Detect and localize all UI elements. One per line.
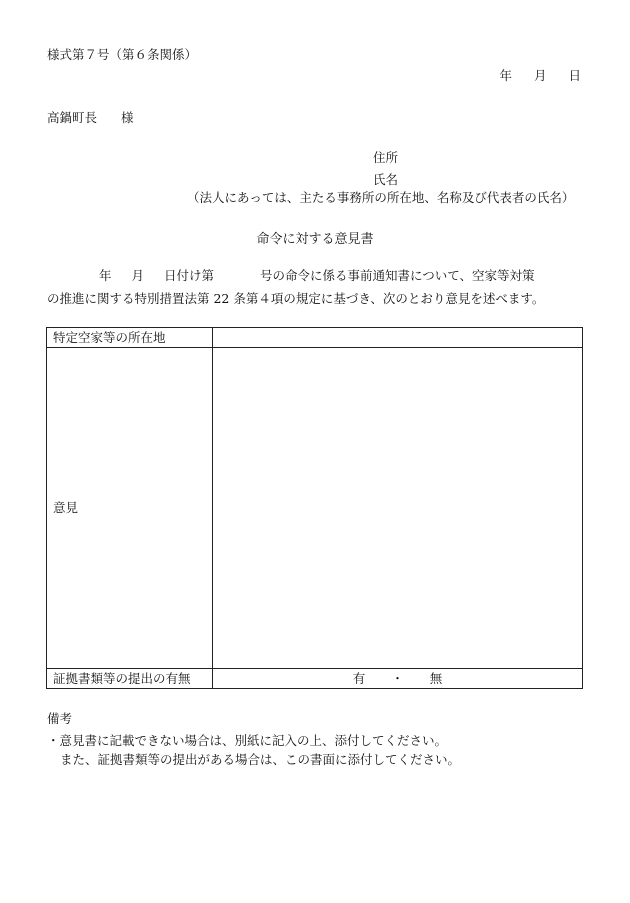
body-dated: 日付け第	[164, 268, 215, 283]
remarks-title: 備考	[47, 711, 73, 726]
date-day-label: 日	[568, 68, 581, 83]
choice-separator: ・	[391, 670, 404, 686]
body-line1-rest: 号の命令に係る事前通知書について、空家等対策	[260, 268, 535, 283]
body-line-1	[47, 268, 535, 284]
opinion-table	[46, 327, 583, 689]
body-line-2: の推進に関する特別措置法第 22 条第４項の規定に基づき、次のとおり意見を述べます。	[47, 291, 545, 306]
location-label: 特定空家等の所在地	[47, 328, 213, 348]
corporate-note: （法人にあっては、主たる事務所の所在地、名称及び代表者の氏名）	[187, 190, 575, 205]
location-input-cell[interactable]	[213, 328, 583, 348]
evidence-no-option[interactable]: 無	[429, 670, 443, 686]
table-row	[47, 328, 583, 348]
addressee-honorific: 様	[121, 110, 134, 125]
opinion-input-cell[interactable]	[213, 348, 583, 669]
submitter-address-label: 住所	[373, 150, 399, 165]
form-number: 様式第７号（第６条関係）	[47, 47, 198, 62]
body-year: 年	[99, 268, 112, 283]
evidence-label: 証拠書類等の提出の有無	[47, 669, 213, 689]
addressee	[47, 110, 134, 126]
evidence-choice-cell	[213, 669, 583, 689]
submitter-name-label: 氏名	[373, 172, 399, 187]
table-row	[47, 669, 583, 689]
date-line	[499, 68, 581, 84]
opinion-label: 意見	[47, 348, 213, 669]
remark-line-1: ・意見書に記載できない場合は、別紙に記入の上、添付してください。	[47, 733, 448, 748]
document-title: 命令に対する意見書	[256, 232, 374, 247]
date-year-label: 年	[499, 68, 512, 83]
remark-line-2: また、証拠書類等の提出がある場合は、この書面に添付してください。	[60, 752, 461, 767]
addressee-name: 高鍋町長	[47, 110, 98, 125]
table-row	[47, 348, 583, 669]
date-month-label: 月	[533, 68, 547, 83]
evidence-yes-option[interactable]: 有	[352, 670, 366, 686]
body-month: 月	[131, 268, 145, 283]
